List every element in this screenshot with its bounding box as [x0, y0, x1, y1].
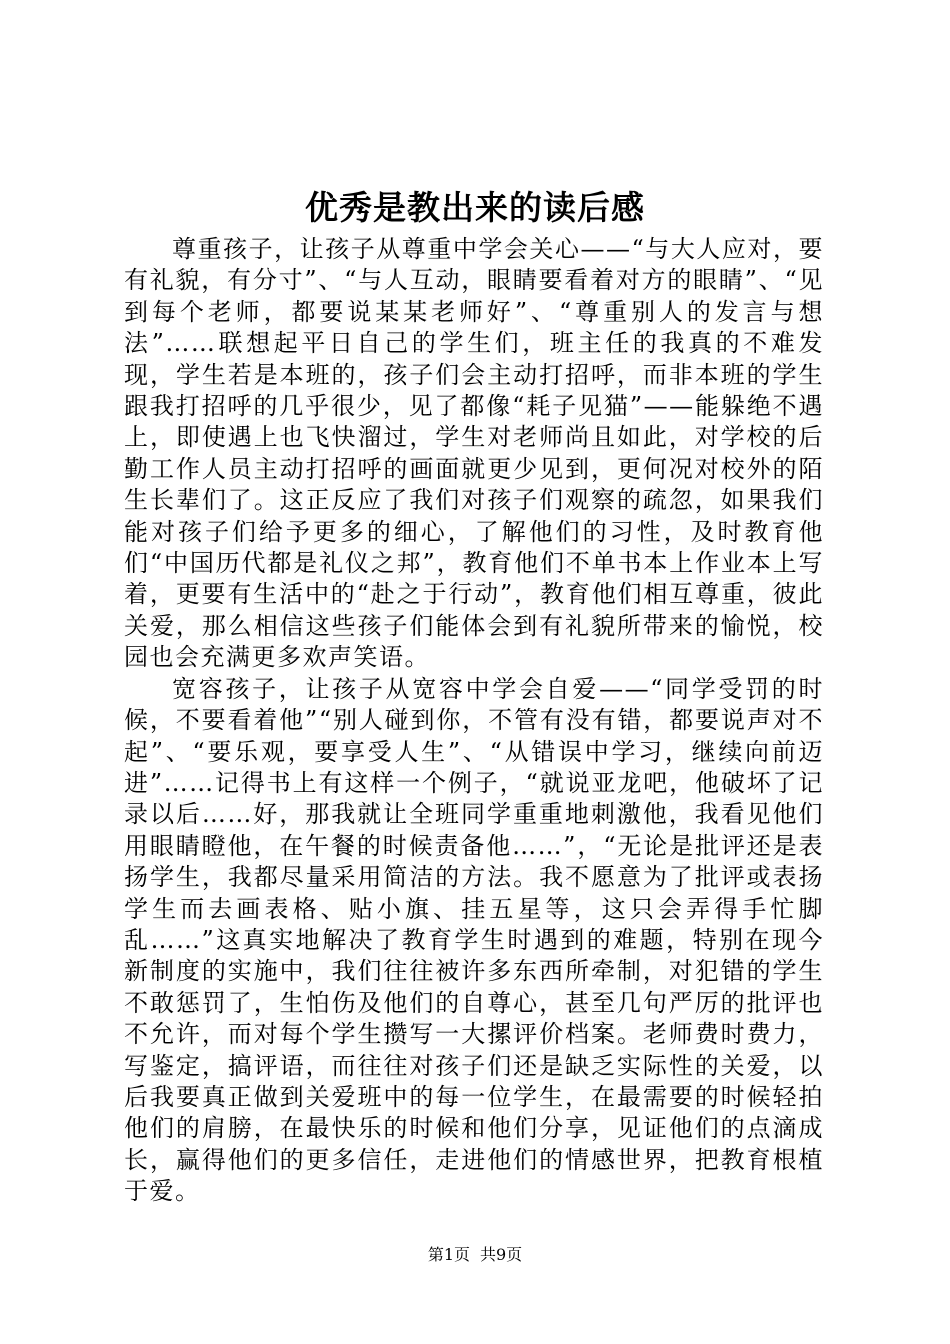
page-total: 共9页 — [480, 1245, 523, 1264]
paragraph-tolerance: 宽容孩子，让孩子从宽容中学会自爱——“同学受罚的时候，不要看着他”“别人碰到你，不管有没有错，都要说声对不起”、“要乐观，要享受人生”、“从错误中学习，继续向前迈进”……记得书上有这样一个例子，“就说亚龙吧，他破坏了记录以后……好，那我就让全班同学重重地刺激他，我看见他们用眼睛瞪他，在午餐的时候责备他……”，“无论是批评还是表扬学生，我都尽量采用简洁的方法。我不愿意为了批评或表扬学生而去画表格、贴小旗、挂五星等，这只会弄得手忙脚乱……”这真实地解决了教育学生时遇到的难题，特别在现今新制度的实施中，我们往往被许多东西所牵制，对犯错的学生不敢惩罚了，生怕伤及他们的自尊心，甚至几句严厉的批评也不允许，而对每个学生攒写一大摞评价档案。老师费时费力，写鉴定，搞评语，而往往对孩子们还是缺乏实际性的关爱，以后我要真正做到关爱班中的每一位学生，在最需要的时候轻拍他们的肩膀，在最快乐的时候和他们分享，见证他们的点滴成长，赢得他们的更多信任，走进他们的情感世界，把教育根植于爱。 — [124, 674, 824, 1206]
document-title: 优秀是教出来的读后感 — [305, 188, 645, 227]
page-number: 第1页 — [427, 1245, 470, 1264]
document-body — [124, 234, 824, 1208]
paragraph-respect: 尊重孩子，让孩子从尊重中学会关心——“与大人应对，要有礼貌，有分寸”、“与人互动，眼睛要看着对方的眼睛”、“见到每个老师，都要说某某老师好”、“尊重别人的发言与想法”……联想起平日自己的学生们，班主任的我真的不难发现，学生若是本班的，孩子们会主动打招呼，而非本班的学生跟我打招呼的几乎很少，见了都像“耗子见猫”——能躲绝不遇上，即使遇上也飞快溜过，学生对老师尚且如此，对学校的后勤工作人员主动打招呼的画面就更少见到，更何况对校外的陌生长辈们了。这正反应了我们对孩子们观察的疏忽，如果我们能对孩子们给予更多的细心，了解他们的习性，及时教育他们“中国历代都是礼仪之邦”，教育他们不单书本上作业本上写着，更要有生活中的“赴之于行动”，教育他们相互尊重，彼此关爱，那么相信这些孩子们能体会到有礼貌所带来的愉悦，校园也会充满更多欢声笑语。 — [124, 235, 824, 672]
page-footer — [0, 1244, 950, 1266]
